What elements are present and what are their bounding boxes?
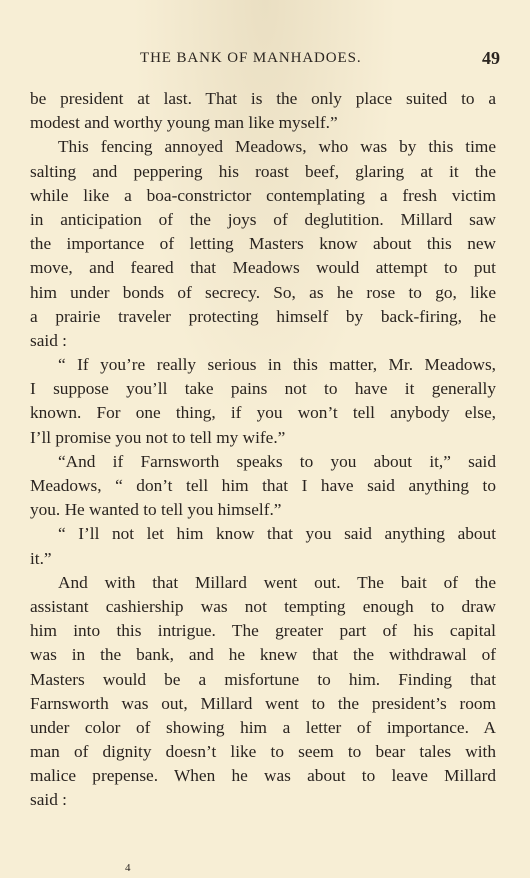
text-line: you. He wanted to tell you himself.” — [30, 500, 282, 520]
text-line: Masters would be a misfortune to him. Finding that — [30, 669, 496, 689]
text-line: him under bonds of secrecy. So, as he rose to go, like — [30, 282, 496, 302]
text-line: Meadows, “ don’t tell him that I have said anything to — [30, 476, 496, 495]
page-header — [30, 46, 500, 72]
text-line: under color of showing him a letter of importance. A — [30, 717, 496, 737]
text-line: man of dignity doesn’t like to seem to bear tales with — [30, 742, 496, 762]
body-text — [30, 87, 496, 813]
text-line: known. For one thing, if you won’t tell anybody else, — [30, 403, 496, 423]
text-line: said : — [30, 330, 67, 350]
text-line: I suppose you’ll take pains not to have it generally — [30, 379, 496, 399]
text-line: said : — [30, 790, 67, 810]
running-title: THE BANK OF MANHADOES. — [140, 50, 362, 66]
text-line: was in the bank, and he knew that the withdrawal of — [30, 645, 496, 665]
text-line: the importance of letting Masters know about this new — [30, 234, 496, 254]
text-line: a prairie traveler protecting himself by back-firing, he — [30, 306, 496, 326]
text-line: it.” — [30, 548, 52, 568]
text-line: “ I’ll not let him know that you said anything about — [58, 524, 496, 544]
text-line: while like a boa-constrictor contemplating a fresh victim — [30, 185, 496, 205]
text-line: malice prepense. When he was about to leave Millard — [30, 766, 496, 786]
text-line: This fencing annoyed Meadows, who was by this time — [58, 137, 496, 157]
text-line: I’ll promise you not to tell my wife.” — [30, 427, 286, 447]
text-line: modest and worthy young man like myself.” — [30, 113, 338, 133]
page-number: 49 — [482, 48, 500, 68]
text-line: “And if Farnsworth speaks to you about it,” said — [58, 451, 496, 471]
text-line: salting and peppering his roast beef, glaring at it the — [30, 161, 496, 181]
signature-mark: 4 — [125, 862, 131, 874]
text-line: move, and feared that Meadows would attempt to put — [30, 258, 496, 278]
text-line: in anticipation of the joys of deglutition. Millard saw — [30, 209, 496, 229]
text-line: “ If you’re really serious in this matter, Mr. Meadows, — [58, 355, 496, 375]
text-line: be president at last. That is the only place suited to a — [30, 89, 496, 108]
text-line: Farnsworth was out, Millard went to the president’s room — [30, 693, 496, 713]
text-line: him into this intrigue. The greater part of his capital — [30, 621, 496, 641]
text-line: assistant cashiership was not tempting enough to draw — [30, 596, 496, 616]
text-line: And with that Millard went out. The bait of the — [58, 572, 496, 592]
